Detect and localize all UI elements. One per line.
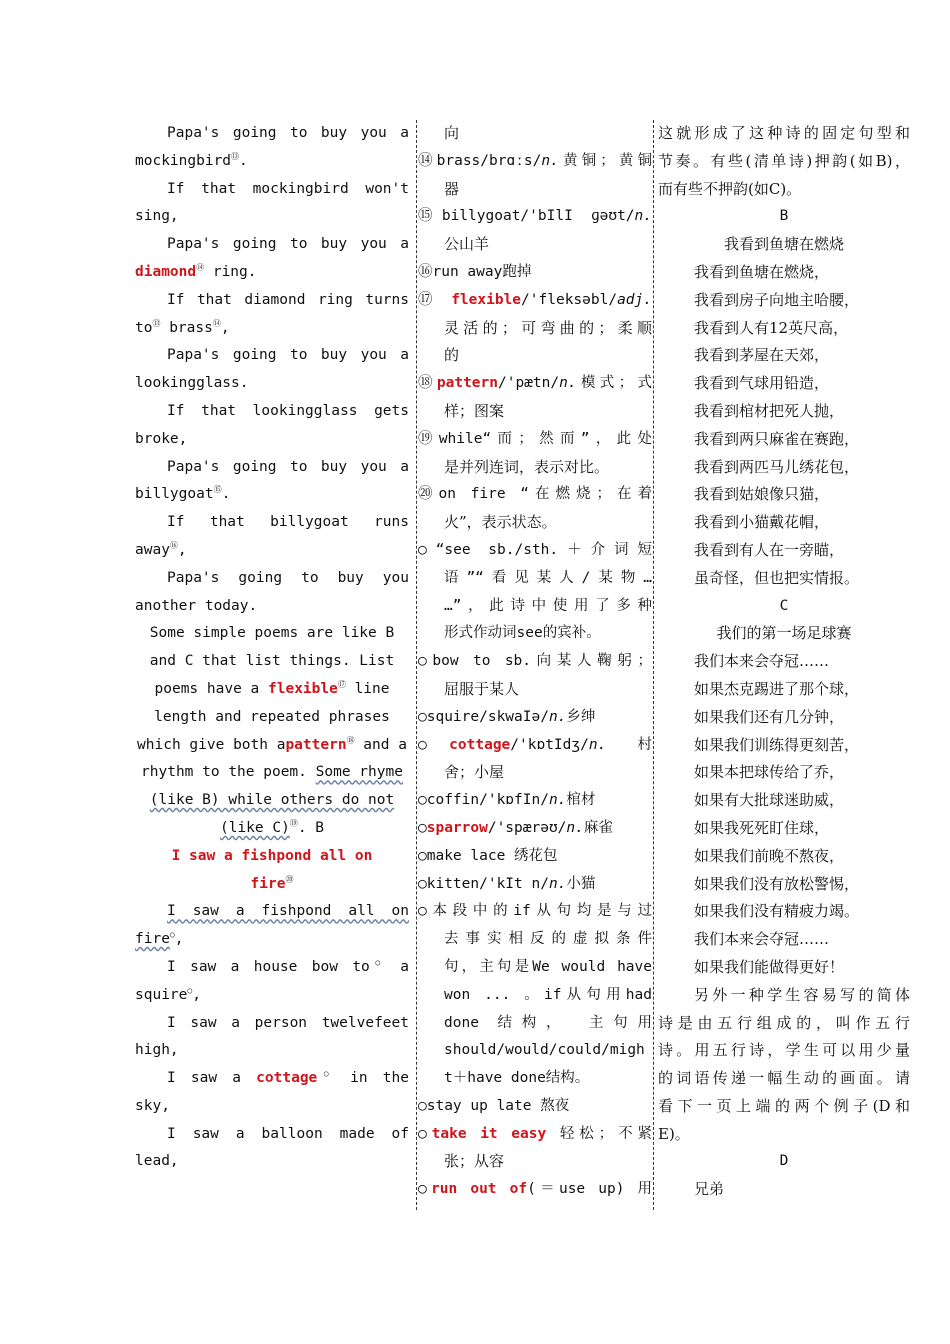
text-line <box>658 398 910 426</box>
text-line <box>418 148 652 176</box>
text-line <box>658 1176 910 1204</box>
highlighted-term: pattern <box>285 736 347 753</box>
text-line <box>418 426 652 454</box>
text-segment: 我看到小猫戴花帽， <box>694 513 830 532</box>
text-line <box>658 676 910 704</box>
highlighted-term: take it easy <box>431 1125 547 1142</box>
text-segment: Papa's going to buy you a <box>167 236 409 253</box>
text-segment: ○bow to sb.向某人鞠躬； <box>418 653 652 670</box>
highlighted-term: sparrow <box>426 819 488 836</box>
text-line <box>658 1065 910 1093</box>
text-line <box>135 732 409 760</box>
text-line <box>135 704 409 732</box>
text-segment: away <box>135 541 170 558</box>
footnote-marker: ⑰ <box>337 680 346 690</box>
text-line <box>418 815 652 843</box>
text-line <box>658 815 910 843</box>
text-segment: I saw a <box>167 1070 257 1087</box>
text-line <box>418 1176 652 1204</box>
text-line <box>418 537 652 565</box>
text-line <box>418 259 652 287</box>
text-segment: n. <box>548 875 567 892</box>
text-line <box>418 1010 652 1038</box>
text-line <box>135 565 409 593</box>
text-segment: If that mockingbird won't <box>167 180 409 197</box>
text-segment: adj. <box>617 291 652 308</box>
text-line <box>135 871 409 899</box>
text-segment: another today. <box>135 597 258 614</box>
text-segment: billygoat <box>135 486 214 503</box>
text-line <box>418 1037 652 1065</box>
text-line <box>418 287 652 315</box>
text-segment: ⑲while“而；然而”，此处 <box>418 430 652 447</box>
text-segment: ⑮billygoat/'bIlI ɡəʊt/ <box>418 208 635 225</box>
text-segment: n. <box>566 819 584 836</box>
text-line <box>418 509 652 537</box>
footnote-marker: ⑲ <box>289 819 298 829</box>
text-line <box>418 1065 652 1093</box>
text-segment: 器 <box>444 179 460 198</box>
text-line <box>135 593 409 621</box>
text-line <box>658 648 910 676</box>
text-segment: poems have a <box>154 680 268 697</box>
text-line <box>418 565 652 593</box>
text-segment: 张；从容 <box>444 1152 505 1171</box>
text-segment: a <box>385 958 409 975</box>
text-segment: 村 <box>606 736 652 753</box>
footnote-marker: ⑯ <box>169 541 178 551</box>
text-segment: Some simple poems are like B <box>149 625 395 642</box>
text-line <box>418 898 652 926</box>
text-segment: ⑭brass/brɑːs/ <box>418 152 542 169</box>
text-line <box>418 370 652 398</box>
text-segment: n. <box>588 736 607 753</box>
text-line <box>135 648 409 676</box>
text-segment: lead, <box>135 1153 179 1170</box>
text-segment: 我们本来会夺冠…… <box>694 652 830 671</box>
text-line <box>418 704 652 732</box>
text-segment: ○squire/skwaIə/ <box>418 708 549 725</box>
footnote-marker: ⑱ <box>346 735 355 745</box>
text-line <box>135 759 409 787</box>
text-segment: Papa's going to buy you a <box>167 458 409 475</box>
footnote-marker: ⑬ <box>231 151 240 161</box>
text-segment: (like C) <box>219 819 290 836</box>
text-segment: which give both a <box>137 736 286 753</box>
text-line <box>135 176 409 204</box>
text-line <box>658 176 910 204</box>
text-segment: 的词语传递一幅生动的画面。请 <box>658 1069 910 1088</box>
text-line <box>135 120 409 148</box>
text-line <box>135 1037 409 1065</box>
text-line <box>135 370 409 398</box>
text-line <box>135 620 409 648</box>
text-segment: in the <box>335 1070 409 1087</box>
column-divider-left <box>416 120 417 1210</box>
text-line <box>135 898 409 926</box>
footnote-marker: ⑭ <box>196 263 205 273</box>
text-segment: ⑰ <box>418 291 452 308</box>
text-segment: I saw a house bow to <box>167 958 370 975</box>
text-line <box>418 203 652 231</box>
text-line <box>658 926 910 954</box>
text-segment: 黄铜；黄铜 <box>558 152 652 169</box>
highlighted-term: run out of <box>431 1181 528 1198</box>
text-segment: should/would/could/migh <box>444 1042 645 1059</box>
text-segment: to <box>135 319 153 336</box>
text-segment: 模式；式 <box>576 375 653 392</box>
text-line <box>418 926 652 954</box>
text-segment: 是并列连词，表示对比。 <box>444 457 610 476</box>
text-line <box>418 787 652 815</box>
text-segment: ○ <box>418 819 427 836</box>
text-segment: brass <box>160 319 213 336</box>
text-line <box>135 1065 409 1093</box>
text-line <box>135 787 409 815</box>
text-line <box>135 342 409 370</box>
text-line <box>658 1093 910 1121</box>
text-segment: 舍；小屋 <box>444 763 505 782</box>
text-segment: 公山羊 <box>444 235 490 254</box>
footnote-marker: ⑳ <box>285 874 294 884</box>
text-segment: I saw a balloon made of <box>167 1125 409 1142</box>
text-line <box>658 481 910 509</box>
text-segment: 乡绅 <box>566 708 596 725</box>
text-line <box>135 148 409 176</box>
text-segment: squire <box>135 986 188 1003</box>
text-segment: n. <box>559 375 577 392</box>
footnote-marker: ○ <box>187 985 193 995</box>
text-segment: If that diamond ring turns <box>167 291 409 308</box>
text-segment: 节奏。有些(清单诗)押韵(如B)， <box>658 151 910 170</box>
text-segment: 如果我们能做得更好！ <box>694 957 845 976</box>
text-segment: 我看到有人在一旁瞄， <box>694 540 845 559</box>
text-line <box>135 203 409 231</box>
text-line <box>658 1010 910 1038</box>
text-line <box>658 315 910 343</box>
text-segment: 这就形成了这种诗的固定句型和 <box>658 124 910 142</box>
text-line <box>658 565 910 593</box>
text-segment: 我看到人有12英尺高， <box>694 318 849 337</box>
text-line <box>135 1121 409 1149</box>
column-chinese-translation <box>658 120 910 1204</box>
text-line <box>135 315 409 343</box>
text-line <box>418 676 652 704</box>
text-line <box>135 1148 409 1176</box>
footnote-marker: ⑮ <box>213 485 222 495</box>
text-segment: /'spærəʊ/ <box>487 819 567 836</box>
text-segment: 我们的第一场足球赛 <box>716 624 852 643</box>
text-segment: n. <box>548 792 567 809</box>
text-segment: /'pætn/ <box>497 375 560 392</box>
text-line <box>658 231 910 259</box>
text-line <box>135 259 409 287</box>
text-line <box>418 120 652 148</box>
text-line <box>418 871 652 899</box>
text-segment: and C that list things. List <box>149 653 395 670</box>
text-line <box>418 954 652 982</box>
text-line <box>658 148 910 176</box>
text-segment: 向 <box>444 124 460 142</box>
text-segment: fire <box>135 931 170 948</box>
text-segment: 诗是由五行组成的，叫作五行 <box>658 1013 910 1032</box>
text-segment: Papa's going to buy you a <box>167 347 409 364</box>
text-segment: 如果我们还有几分钟， <box>694 707 845 726</box>
footnote-marker: ⑬ <box>152 318 161 328</box>
text-segment: n. <box>634 208 652 225</box>
text-segment: 的 <box>444 346 460 365</box>
text-segment: If that lookingglass gets <box>167 402 409 419</box>
text-segment: ○本段中的if从句均是与过 <box>418 903 652 920</box>
text-segment: 我看到茅屋在天郊， <box>694 346 830 365</box>
text-line <box>418 231 652 259</box>
text-line <box>418 732 652 760</box>
text-segment: 如果我死死盯住球， <box>694 818 830 837</box>
text-line <box>135 954 409 982</box>
text-line <box>135 509 409 537</box>
text-segment: 去事实相反的虚拟条件 <box>444 931 652 948</box>
text-segment: length and repeated phrases <box>154 708 390 725</box>
text-segment: ○kitten/'kIt n/ <box>418 875 549 892</box>
text-line <box>658 620 910 648</box>
highlighted-term: fire <box>250 875 286 892</box>
text-line <box>135 676 409 704</box>
text-segment: ○coffin/'kɒfIn/ <box>418 792 549 809</box>
text-line <box>658 426 910 454</box>
text-segment: high, <box>135 1042 179 1059</box>
text-line <box>658 732 910 760</box>
text-line <box>135 537 409 565</box>
text-line <box>658 259 910 287</box>
column-poem-text <box>135 120 409 1176</box>
text-segment: , <box>177 541 187 558</box>
text-segment: ○make lace 绣花包 <box>418 847 558 864</box>
text-segment: sing, <box>135 208 179 225</box>
text-segment: . B <box>297 819 325 836</box>
text-line <box>135 843 409 871</box>
text-line <box>135 398 409 426</box>
text-line <box>135 982 409 1010</box>
text-segment: won ... 。if从句用had <box>444 986 652 1003</box>
text-line <box>418 593 652 621</box>
text-segment: . <box>239 152 248 169</box>
text-segment: ○ <box>418 1125 432 1142</box>
text-segment: 虽奇怪，但也把实情报。 <box>694 568 860 587</box>
text-segment: …”，此诗中使用了多种 <box>444 597 652 614</box>
text-line <box>135 815 409 843</box>
text-line <box>658 954 910 982</box>
text-segment: and a <box>354 736 407 753</box>
text-line <box>418 342 652 370</box>
text-line <box>418 176 652 204</box>
text-segment: ⑱ <box>418 375 437 392</box>
text-segment: 如果我们没有精疲力竭。 <box>694 902 860 921</box>
text-segment: ○stay up late 熬夜 <box>418 1097 570 1114</box>
highlighted-term: flexible <box>268 680 338 697</box>
highlighted-term: cottage <box>256 1070 318 1087</box>
text-line <box>658 982 910 1010</box>
text-segment: 看下一页上端的两个例子(D和 <box>658 1096 910 1115</box>
highlighted-term: pattern <box>436 375 498 392</box>
text-segment: 我看到气球用铅造， <box>694 374 830 393</box>
text-line <box>418 398 652 426</box>
text-segment: 样；图案 <box>444 401 505 420</box>
text-line <box>658 843 910 871</box>
text-line <box>658 871 910 899</box>
text-line <box>658 1037 910 1065</box>
text-line <box>135 454 409 482</box>
text-line <box>658 342 910 370</box>
text-line <box>135 231 409 259</box>
text-segment: 我看到两匹马儿绣花包， <box>694 457 860 476</box>
footnote-marker: ○ <box>369 958 386 968</box>
text-segment: 轻松；不紧 <box>546 1125 652 1142</box>
text-segment: 我看到姑娘像只猫， <box>694 485 830 504</box>
text-line <box>135 426 409 454</box>
text-segment: , <box>192 986 201 1003</box>
text-segment: B <box>779 208 789 225</box>
text-segment: done 结构， 主句用 <box>444 1014 652 1031</box>
text-segment: 如果我们没有放松警惕， <box>694 874 860 893</box>
text-segment: 而有些不押韵(如C)。 <box>658 179 802 198</box>
text-segment: 语”“看见某人/某物… <box>444 569 652 586</box>
text-segment: 灵活的；可弯曲的；柔顺 <box>444 318 652 337</box>
text-segment: ⑳on fire “在燃烧；在着 <box>418 486 652 503</box>
text-line <box>418 620 652 648</box>
text-segment: /'kɒtIdʒ/ <box>510 736 589 753</box>
text-line <box>658 1148 910 1176</box>
text-segment: 兄弟 <box>694 1180 725 1199</box>
text-line <box>418 843 652 871</box>
text-segment: rhythm to the poem. <box>141 764 316 781</box>
text-line <box>658 370 910 398</box>
text-segment: I saw a fishpond all on <box>167 903 409 920</box>
highlighted-term: cottage <box>449 736 511 753</box>
text-segment: sky, <box>135 1097 170 1114</box>
text-segment: t＋have done结构。 <box>444 1070 590 1087</box>
text-segment: ○ <box>418 736 450 753</box>
text-segment: C <box>779 597 789 614</box>
text-segment: , <box>174 931 184 948</box>
text-line <box>658 593 910 621</box>
footnote-marker: ⑭ <box>212 318 221 328</box>
text-line <box>135 287 409 315</box>
text-line <box>418 454 652 482</box>
text-line <box>418 982 652 1010</box>
text-segment: 句，主句是We would have <box>444 958 652 975</box>
text-line <box>418 648 652 676</box>
text-line <box>658 287 910 315</box>
text-segment: broke, <box>135 430 188 447</box>
text-segment: 火”，表示状态。 <box>444 513 557 532</box>
text-segment: 诗。用五行诗，学生可以用少量 <box>658 1041 910 1060</box>
text-segment: 如果我们前晚不熬夜， <box>694 846 845 865</box>
text-line <box>658 454 910 482</box>
text-line <box>135 1093 409 1121</box>
text-segment: 麻雀 <box>583 819 613 836</box>
text-line <box>418 759 652 787</box>
text-line <box>135 926 409 954</box>
text-line <box>658 509 910 537</box>
text-segment: n. <box>541 152 559 169</box>
text-segment: mockingbird <box>135 152 232 169</box>
text-segment: ○ <box>418 1181 432 1198</box>
text-line <box>658 120 910 148</box>
text-segment: 屈服于某人 <box>444 679 520 698</box>
text-segment: 形式作动词see的宾补。 <box>444 625 601 642</box>
highlighted-term: I saw a fishpond all on <box>171 847 373 864</box>
text-line <box>418 1148 652 1176</box>
text-line <box>135 1010 409 1038</box>
text-segment: Papa's going to buy you <box>167 569 409 586</box>
text-segment: (like B) while others do not <box>149 792 395 809</box>
text-segment: n. <box>548 708 567 725</box>
text-line <box>658 537 910 565</box>
text-segment: 棺材 <box>566 792 596 809</box>
text-line <box>658 1121 910 1149</box>
text-segment: lookingglass. <box>135 375 249 392</box>
text-line <box>658 787 910 815</box>
text-segment: 我看到两只麻雀在赛跑， <box>694 429 860 448</box>
text-segment: 我看到房子向地主哈腰， <box>694 290 860 309</box>
text-segment: Some rhyme <box>315 764 403 781</box>
text-segment: Papa's going to buy you a <box>167 125 409 141</box>
text-segment: 我们本来会夺冠…… <box>694 930 830 949</box>
text-segment: 如果本把球传给了乔， <box>694 763 845 782</box>
highlighted-term: flexible <box>451 291 522 308</box>
text-segment: . <box>221 486 231 503</box>
text-line <box>658 704 910 732</box>
text-segment: ○“see sb./sth.＋介词短 <box>418 541 652 558</box>
text-segment: 如果杰克踢进了那个球， <box>694 679 860 698</box>
text-segment: 如果有大批球迷助威， <box>694 791 845 810</box>
text-segment: I saw a person twelvefeet <box>167 1014 409 1031</box>
text-segment: (＝use up) 用 <box>527 1181 652 1198</box>
text-segment: ⑯run away跑掉 <box>418 263 532 280</box>
text-segment: D <box>779 1153 789 1170</box>
text-segment: 小猫 <box>566 875 596 892</box>
column-vocabulary-notes <box>418 120 652 1204</box>
footnote-marker: ○ <box>317 1069 335 1079</box>
column-divider-right <box>653 120 654 1210</box>
footnote-marker: ○ <box>169 930 175 940</box>
text-line <box>658 203 910 231</box>
text-line <box>418 315 652 343</box>
text-segment: /'fleksəbl/ <box>521 291 618 308</box>
text-segment: line <box>345 680 390 697</box>
text-line <box>418 1093 652 1121</box>
text-segment: , <box>220 319 230 336</box>
text-segment: 另外一种学生容易写的简体 <box>694 985 910 1004</box>
text-segment: 我看到棺材把死人抛， <box>694 401 845 420</box>
text-segment: 我看到鱼塘在燃烧 <box>723 235 844 254</box>
text-line <box>135 481 409 509</box>
text-segment: If that billygoat runs <box>167 514 409 531</box>
text-line <box>418 1121 652 1149</box>
highlighted-term: diamond <box>135 263 197 280</box>
text-segment: 我看到鱼塘在燃烧， <box>694 262 830 281</box>
text-line <box>658 759 910 787</box>
text-segment: ring. <box>204 263 257 280</box>
text-line <box>418 481 652 509</box>
text-line <box>658 898 910 926</box>
text-segment: E)。 <box>658 1124 690 1143</box>
text-segment: 如果我们训练得更刻苦， <box>694 735 860 754</box>
